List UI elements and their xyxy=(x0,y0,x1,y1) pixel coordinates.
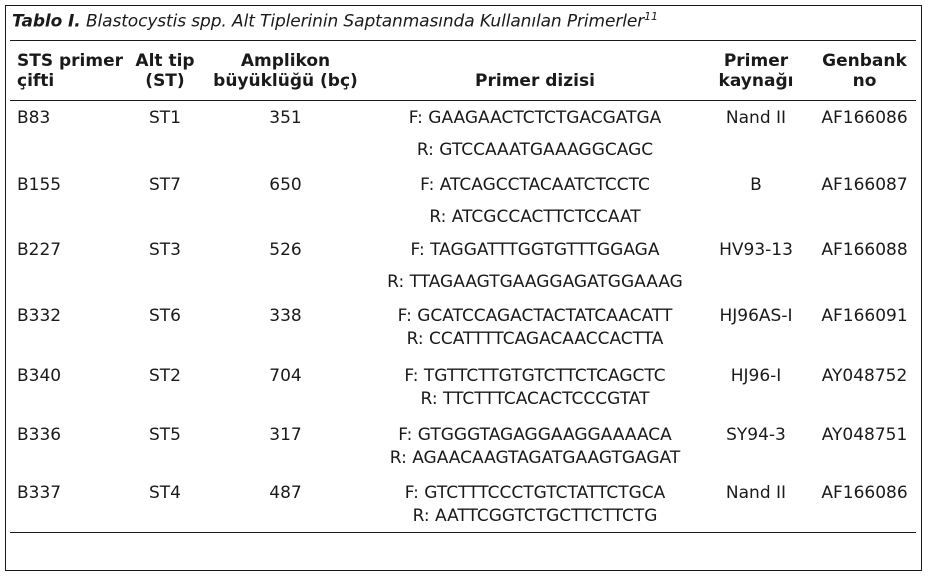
cell-genbank: AF166087 xyxy=(821,175,908,195)
header-alt-line2: (ST) xyxy=(145,71,185,91)
header-top-rule xyxy=(10,40,916,41)
cell-sts: B83 xyxy=(17,108,51,128)
cell-st: ST7 xyxy=(149,175,181,195)
caption-label: Tablo I. xyxy=(12,11,81,32)
cell-st: ST4 xyxy=(149,483,181,503)
header-gen-line2: no xyxy=(852,71,877,91)
header-gen-line1: Genbank xyxy=(822,51,907,71)
cell-sts: B337 xyxy=(17,483,62,503)
cell-source: B xyxy=(750,175,762,195)
cell-source: SY94-3 xyxy=(726,425,786,445)
cell-forward-primer: F: GTGGGTAGAGGAAGGAAAACA xyxy=(398,425,672,445)
table-row xyxy=(0,366,928,426)
table-row xyxy=(0,306,928,366)
cell-size: 338 xyxy=(269,306,302,326)
cell-st: ST3 xyxy=(149,240,181,260)
cell-reverse-primer: R: AATTCGGTCTGCTTCTTCTG xyxy=(412,506,658,526)
header-amplikon xyxy=(208,51,363,91)
cell-reverse-primer: R: TTCTTTCACACTCCCGTAT xyxy=(420,389,650,409)
header-sts-primer xyxy=(17,51,123,91)
cell-size: 704 xyxy=(269,366,302,386)
header-primer-kaynagi xyxy=(705,51,807,91)
table-row xyxy=(0,240,928,300)
header-genbank xyxy=(812,51,917,91)
cell-genbank: AF166088 xyxy=(821,240,908,260)
table-bottom-rule xyxy=(10,532,916,533)
cell-sts: B332 xyxy=(17,306,62,326)
cell-genbank: AY048752 xyxy=(821,366,908,386)
table-row xyxy=(0,108,928,168)
header-kay-line2: kaynağı xyxy=(718,71,794,91)
cell-size: 317 xyxy=(269,425,302,445)
table-row xyxy=(0,175,928,235)
cell-size: 650 xyxy=(269,175,302,195)
cell-st: ST2 xyxy=(149,366,181,386)
cell-reverse-primer: R: CCATTTTCAGACAACCACTTA xyxy=(406,329,664,349)
header-alt-tip xyxy=(130,51,200,91)
cell-forward-primer: F: GCATCCAGACTACTATCAACATT xyxy=(397,306,673,326)
cell-sts: B336 xyxy=(17,425,62,445)
header-primer-dizisi: Primer dizisi xyxy=(475,71,595,91)
cell-reverse-primer: R: TTAGAAGTGAAGGAGATGGAAAG xyxy=(387,272,683,292)
cell-forward-primer: F: ATCAGCCTACAATCTCCTC xyxy=(420,175,650,195)
cell-st: ST1 xyxy=(149,108,181,128)
header-bottom-rule xyxy=(10,100,916,101)
cell-genbank: AY048751 xyxy=(821,425,908,445)
cell-source: Nand II xyxy=(725,108,787,128)
header-amp-line2: büyüklüğü (bç) xyxy=(213,71,358,91)
cell-genbank: AF166091 xyxy=(821,306,908,326)
cell-source: HJ96-I xyxy=(730,366,782,386)
table-row xyxy=(0,425,928,485)
cell-source: Nand II xyxy=(725,483,787,503)
table-caption xyxy=(12,10,658,32)
caption-text: Blastocystis spp. Alt Tiplerinin Saptanmasında Kullanılan Primerler xyxy=(85,11,645,32)
cell-forward-primer: F: GTCTTTCCCTGTCTATTCTGCA xyxy=(404,483,666,503)
cell-size: 526 xyxy=(269,240,302,260)
cell-sts: B155 xyxy=(17,175,62,195)
header-kay-line1: Primer xyxy=(723,51,789,71)
cell-sts: B227 xyxy=(17,240,62,260)
cell-forward-primer: F: GAAGAACTCTCTGACGATGA xyxy=(408,108,662,128)
cell-reverse-primer: R: GTCCAAATGAAAGGCAGC xyxy=(416,140,654,160)
cell-reverse-primer: R: AGAACAAGTAGATGAAGTGAGAT xyxy=(389,448,681,468)
cell-source: HV93-13 xyxy=(719,240,793,260)
caption-ref: 11 xyxy=(644,10,658,23)
cell-genbank: AF166086 xyxy=(821,483,908,503)
cell-genbank: AF166086 xyxy=(821,108,908,128)
cell-st: ST6 xyxy=(149,306,181,326)
header-sts-line1: STS primer xyxy=(17,51,124,71)
header-sts-line2: çifti xyxy=(17,71,55,91)
cell-size: 487 xyxy=(269,483,302,503)
cell-forward-primer: F: TAGGATTTGGTGTTTGGAGA xyxy=(410,240,660,260)
cell-source: HJ96AS-I xyxy=(719,306,793,326)
cell-sts: B340 xyxy=(17,366,62,386)
header-amp-line1: Amplikon xyxy=(240,51,331,71)
table-row xyxy=(0,483,928,543)
cell-size: 351 xyxy=(269,108,302,128)
header-alt-line1: Alt tip xyxy=(135,51,195,71)
cell-reverse-primer: R: ATCGCCACTTCTCCAAT xyxy=(429,207,641,227)
cell-st: ST5 xyxy=(149,425,181,445)
cell-forward-primer: F: TGTTCTTGTGTCTTCTCAGCTC xyxy=(404,366,666,386)
